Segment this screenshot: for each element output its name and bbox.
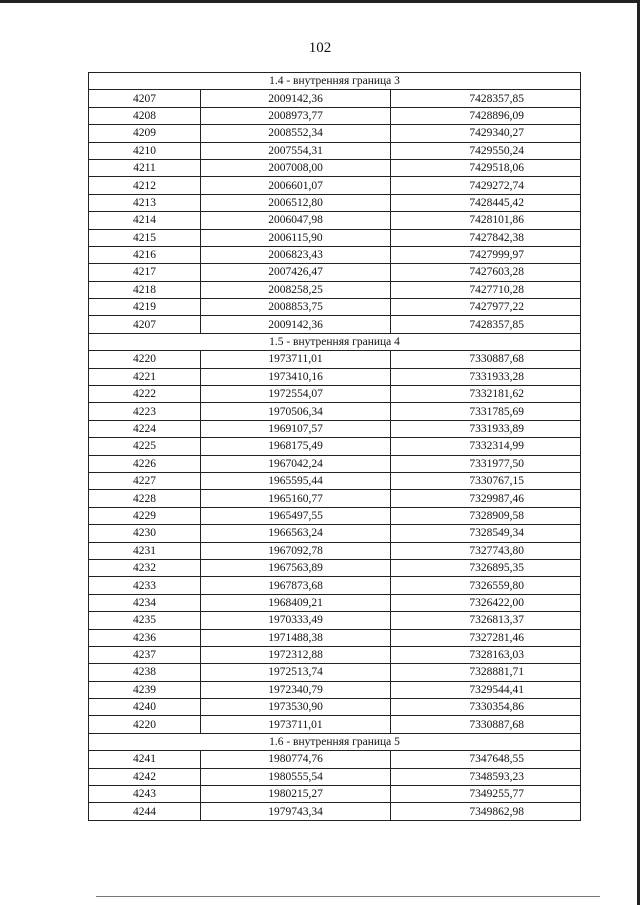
x-coordinate-cell: 2006047,98 — [201, 212, 391, 229]
x-coordinate-cell: 1971488,38 — [201, 629, 391, 646]
x-coordinate-cell: 1973711,01 — [201, 716, 391, 733]
point-number-cell: 4209 — [89, 125, 201, 142]
table-row — [89, 246, 581, 263]
y-coordinate-cell: 7348593,23 — [391, 768, 581, 785]
table-row — [89, 664, 581, 681]
y-coordinate-cell: 7429272,74 — [391, 177, 581, 194]
x-coordinate-cell: 1973410,16 — [201, 368, 391, 385]
point-number-cell: 4208 — [89, 107, 201, 124]
x-coordinate-cell: 1979743,34 — [201, 803, 391, 820]
point-number-cell: 4216 — [89, 246, 201, 263]
x-coordinate-cell: 2006601,07 — [201, 177, 391, 194]
point-number-cell: 4217 — [89, 264, 201, 281]
y-coordinate-cell: 7429550,24 — [391, 142, 581, 159]
x-coordinate-cell: 2008258,25 — [201, 281, 391, 298]
table-row — [89, 472, 581, 489]
table-row — [89, 177, 581, 194]
point-number-cell: 4222 — [89, 386, 201, 403]
table-row — [89, 229, 581, 246]
point-number-cell: 4213 — [89, 194, 201, 211]
y-coordinate-cell: 7326559,80 — [391, 577, 581, 594]
point-number-cell: 4225 — [89, 438, 201, 455]
x-coordinate-cell: 1973530,90 — [201, 699, 391, 716]
y-coordinate-cell: 7328909,58 — [391, 507, 581, 524]
y-coordinate-cell: 7331785,69 — [391, 403, 581, 420]
y-coordinate-cell: 7326895,35 — [391, 559, 581, 576]
table-row — [89, 629, 581, 646]
section-header-row — [89, 73, 581, 90]
point-number-cell: 4215 — [89, 229, 201, 246]
point-number-cell: 4226 — [89, 455, 201, 472]
x-coordinate-cell: 1965160,77 — [201, 490, 391, 507]
table-row — [89, 768, 581, 785]
point-number-cell: 4239 — [89, 681, 201, 698]
x-coordinate-cell: 1980774,76 — [201, 751, 391, 768]
table-row — [89, 594, 581, 611]
point-number-cell: 4223 — [89, 403, 201, 420]
x-coordinate-cell: 1970333,49 — [201, 612, 391, 629]
point-number-cell: 4234 — [89, 594, 201, 611]
point-number-cell: 4238 — [89, 664, 201, 681]
point-number-cell: 4230 — [89, 525, 201, 542]
point-number-cell: 4224 — [89, 420, 201, 437]
y-coordinate-cell: 7326813,37 — [391, 612, 581, 629]
point-number-cell: 4219 — [89, 299, 201, 316]
y-coordinate-cell: 7328549,34 — [391, 525, 581, 542]
x-coordinate-cell: 1968409,21 — [201, 594, 391, 611]
point-number-cell: 4232 — [89, 559, 201, 576]
table-row — [89, 438, 581, 455]
table-row — [89, 316, 581, 333]
table-row — [89, 646, 581, 663]
x-coordinate-cell: 2007426,47 — [201, 264, 391, 281]
y-coordinate-cell: 7330887,68 — [391, 716, 581, 733]
point-number-cell: 4218 — [89, 281, 201, 298]
table-row — [89, 577, 581, 594]
y-coordinate-cell: 7349862,98 — [391, 803, 581, 820]
point-number-cell: 4244 — [89, 803, 201, 820]
page-number: 102 — [308, 40, 332, 56]
x-coordinate-cell: 1967563,89 — [201, 559, 391, 576]
table-row — [89, 525, 581, 542]
point-number-cell: 4231 — [89, 542, 201, 559]
point-number-cell: 4243 — [89, 786, 201, 803]
y-coordinate-cell: 7427842,38 — [391, 229, 581, 246]
y-coordinate-cell: 7332181,62 — [391, 386, 581, 403]
x-coordinate-cell: 2006512,80 — [201, 194, 391, 211]
x-coordinate-cell: 2007008,00 — [201, 159, 391, 176]
y-coordinate-cell: 7332314,99 — [391, 438, 581, 455]
point-number-cell: 4221 — [89, 368, 201, 385]
scan-edge-top — [0, 0, 640, 3]
x-coordinate-cell: 1965497,55 — [201, 507, 391, 524]
x-coordinate-cell: 1980555,54 — [201, 768, 391, 785]
x-coordinate-cell: 1972312,88 — [201, 646, 391, 663]
y-coordinate-cell: 7429518,06 — [391, 159, 581, 176]
table-row — [89, 559, 581, 576]
x-coordinate-cell: 1969107,57 — [201, 420, 391, 437]
table-row — [89, 142, 581, 159]
section-header-row — [89, 733, 581, 750]
x-coordinate-cell: 1968175,49 — [201, 438, 391, 455]
x-coordinate-cell: 2008973,77 — [201, 107, 391, 124]
section-header-row — [89, 333, 581, 350]
y-coordinate-cell: 7427977,22 — [391, 299, 581, 316]
x-coordinate-cell: 1967042,24 — [201, 455, 391, 472]
y-coordinate-cell: 7330767,15 — [391, 472, 581, 489]
x-coordinate-cell: 1967873,68 — [201, 577, 391, 594]
table-row — [89, 194, 581, 211]
point-number-cell: 4220 — [89, 716, 201, 733]
x-coordinate-cell: 1970506,34 — [201, 403, 391, 420]
point-number-cell: 4227 — [89, 472, 201, 489]
section-title: 1.5 - внутренняя граница 4 — [89, 333, 581, 350]
y-coordinate-cell: 7347648,55 — [391, 751, 581, 768]
point-number-cell: 4207 — [89, 316, 201, 333]
x-coordinate-cell: 2006823,43 — [201, 246, 391, 263]
section-title: 1.6 - внутренняя граница 5 — [89, 733, 581, 750]
point-number-cell: 4241 — [89, 751, 201, 768]
coordinates-table — [88, 72, 581, 821]
table-row — [89, 107, 581, 124]
y-coordinate-cell: 7327281,46 — [391, 629, 581, 646]
scan-edge-bottom — [96, 896, 600, 897]
x-coordinate-cell: 2006115,90 — [201, 229, 391, 246]
y-coordinate-cell: 7329544,41 — [391, 681, 581, 698]
point-number-cell: 4233 — [89, 577, 201, 594]
table-row — [89, 542, 581, 559]
point-number-cell: 4214 — [89, 212, 201, 229]
table-row — [89, 751, 581, 768]
x-coordinate-cell: 1972513,74 — [201, 664, 391, 681]
y-coordinate-cell: 7429340,27 — [391, 125, 581, 142]
coordinates-table-body — [89, 73, 581, 821]
table-row — [89, 803, 581, 820]
x-coordinate-cell: 2009142,36 — [201, 316, 391, 333]
table-row — [89, 125, 581, 142]
y-coordinate-cell: 7428357,85 — [391, 90, 581, 107]
table-row — [89, 281, 581, 298]
y-coordinate-cell: 7428445,42 — [391, 194, 581, 211]
y-coordinate-cell: 7427603,28 — [391, 264, 581, 281]
table-row — [89, 490, 581, 507]
point-number-cell: 4207 — [89, 90, 201, 107]
y-coordinate-cell: 7326422,00 — [391, 594, 581, 611]
section-title: 1.4 - внутренняя граница 3 — [89, 73, 581, 90]
table-row — [89, 159, 581, 176]
point-number-cell: 4237 — [89, 646, 201, 663]
point-number-cell: 4220 — [89, 351, 201, 368]
x-coordinate-cell: 2008552,34 — [201, 125, 391, 142]
y-coordinate-cell: 7428101,86 — [391, 212, 581, 229]
y-coordinate-cell: 7427710,28 — [391, 281, 581, 298]
x-coordinate-cell: 1973711,01 — [201, 351, 391, 368]
point-number-cell: 4211 — [89, 159, 201, 176]
point-number-cell: 4242 — [89, 768, 201, 785]
y-coordinate-cell: 7330354,86 — [391, 699, 581, 716]
x-coordinate-cell: 1972340,79 — [201, 681, 391, 698]
table-row — [89, 612, 581, 629]
table-row — [89, 681, 581, 698]
table-row — [89, 264, 581, 281]
point-number-cell: 4240 — [89, 699, 201, 716]
point-number-cell: 4229 — [89, 507, 201, 524]
y-coordinate-cell: 7428896,09 — [391, 107, 581, 124]
y-coordinate-cell: 7328881,71 — [391, 664, 581, 681]
x-coordinate-cell: 1966563,24 — [201, 525, 391, 542]
point-number-cell: 4236 — [89, 629, 201, 646]
table-row — [89, 90, 581, 107]
x-coordinate-cell: 2008853,75 — [201, 299, 391, 316]
point-number-cell: 4235 — [89, 612, 201, 629]
point-number-cell: 4210 — [89, 142, 201, 159]
x-coordinate-cell: 1965595,44 — [201, 472, 391, 489]
y-coordinate-cell: 7349255,77 — [391, 786, 581, 803]
x-coordinate-cell: 2007554,31 — [201, 142, 391, 159]
y-coordinate-cell: 7331933,28 — [391, 368, 581, 385]
table-row — [89, 212, 581, 229]
y-coordinate-cell: 7331933,89 — [391, 420, 581, 437]
table-row — [89, 299, 581, 316]
table-row — [89, 386, 581, 403]
y-coordinate-cell: 7328163,03 — [391, 646, 581, 663]
table-row — [89, 420, 581, 437]
y-coordinate-cell: 7330887,68 — [391, 351, 581, 368]
table-row — [89, 507, 581, 524]
table-row — [89, 786, 581, 803]
table-row — [89, 699, 581, 716]
table-row — [89, 368, 581, 385]
y-coordinate-cell: 7428357,85 — [391, 316, 581, 333]
table-row — [89, 455, 581, 472]
point-number-cell: 4212 — [89, 177, 201, 194]
table-row — [89, 716, 581, 733]
y-coordinate-cell: 7427999,97 — [391, 246, 581, 263]
y-coordinate-cell: 7327743,80 — [391, 542, 581, 559]
x-coordinate-cell: 1980215,27 — [201, 786, 391, 803]
x-coordinate-cell: 2009142,36 — [201, 90, 391, 107]
x-coordinate-cell: 1967092,78 — [201, 542, 391, 559]
y-coordinate-cell: 7331977,50 — [391, 455, 581, 472]
y-coordinate-cell: 7329987,46 — [391, 490, 581, 507]
table-row — [89, 351, 581, 368]
point-number-cell: 4228 — [89, 490, 201, 507]
table-row — [89, 403, 581, 420]
x-coordinate-cell: 1972554,07 — [201, 386, 391, 403]
